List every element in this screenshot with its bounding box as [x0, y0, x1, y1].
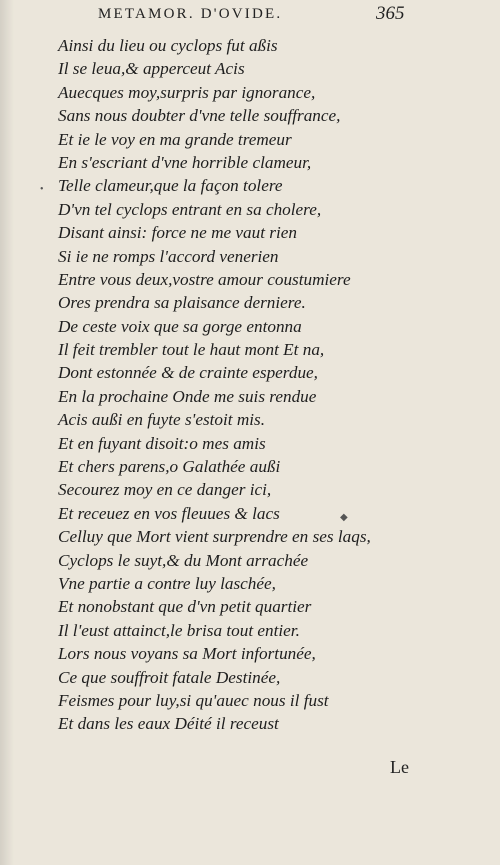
ink-speck: •: [40, 184, 44, 195]
verse-line: Si ie ne romps l'accord venerien: [58, 246, 279, 266]
verse-line: Il feit trembler tout le haut mont Et na,: [58, 340, 325, 360]
verse-line: De ceste voix que sa gorge entonna: [58, 316, 302, 336]
verse-block: [58, 34, 478, 736]
verse-line: Ainsi du lieu ou cyclops fut aßis: [58, 36, 278, 55]
verse-line: Et chers parens,o Galathée außi: [58, 457, 281, 477]
verse-line: Auecques moy,surpris par ignorance,: [58, 82, 316, 102]
verse-line: En la prochaine Onde me suis rendue: [58, 386, 317, 406]
verse-line: Vne partie a contre luy laschée,: [58, 573, 276, 593]
verse-line: Acis außi en fuyte s'estoit mis.: [58, 410, 266, 430]
ink-speck: ◆: [340, 512, 348, 523]
verse-line: Sans nous doubter d'vne telle souffrance,: [58, 106, 341, 126]
verse-line: Et receuez en vos fleuues & lacs: [58, 503, 280, 523]
verse-line: Secourez moy en ce danger ici,: [58, 480, 272, 500]
verse-line: En s'escriant d'vne horrible clameur,: [58, 152, 312, 172]
verse-line: Telle clameur,que la façon tolere: [58, 176, 283, 196]
verse-line: Et dans les eaux Déité il receust: [58, 714, 279, 734]
verse-line: Et ie le voy en ma grande tremeur: [58, 129, 292, 149]
verse-line: Et en fuyant disoit:o mes amis: [58, 433, 266, 453]
verse-line: Dont estonnée & de crainte esperdue,: [58, 363, 318, 383]
verse-line: Ores prendra sa plaisance derniere.: [58, 293, 306, 313]
verse-line: D'vn tel cyclops entrant en sa cholere,: [58, 199, 322, 219]
verse-line: Ce que souffroit fatale Destinée,: [58, 667, 281, 687]
verse-line: Cyclops le suyt,& du Mont arrachée: [58, 550, 309, 570]
catchword: Le: [390, 757, 409, 777]
verse-line: Celluy que Mort vient surprendre en ses laqs,: [58, 527, 371, 547]
verse-line: Disant ainsi: force ne me vaut rien: [58, 223, 297, 243]
verse-line: Il l'eust attainct,le brisa tout entier.: [58, 620, 300, 640]
verse-line: Il se leua,& apperceut Acis: [58, 59, 245, 79]
verse-line: Et nonobstant que d'vn petit quartier: [58, 597, 312, 617]
verse-line: Feismes pour luy,si qu'auec nous il fust: [58, 690, 329, 710]
verse-line: Lors nous voyans sa Mort infortunée,: [58, 644, 316, 664]
running-head: METAMOR. D'OVIDE.: [98, 6, 283, 22]
page-number: 365: [376, 3, 405, 24]
verse-line: Entre vous deux,vostre amour coustumiere: [58, 269, 351, 289]
